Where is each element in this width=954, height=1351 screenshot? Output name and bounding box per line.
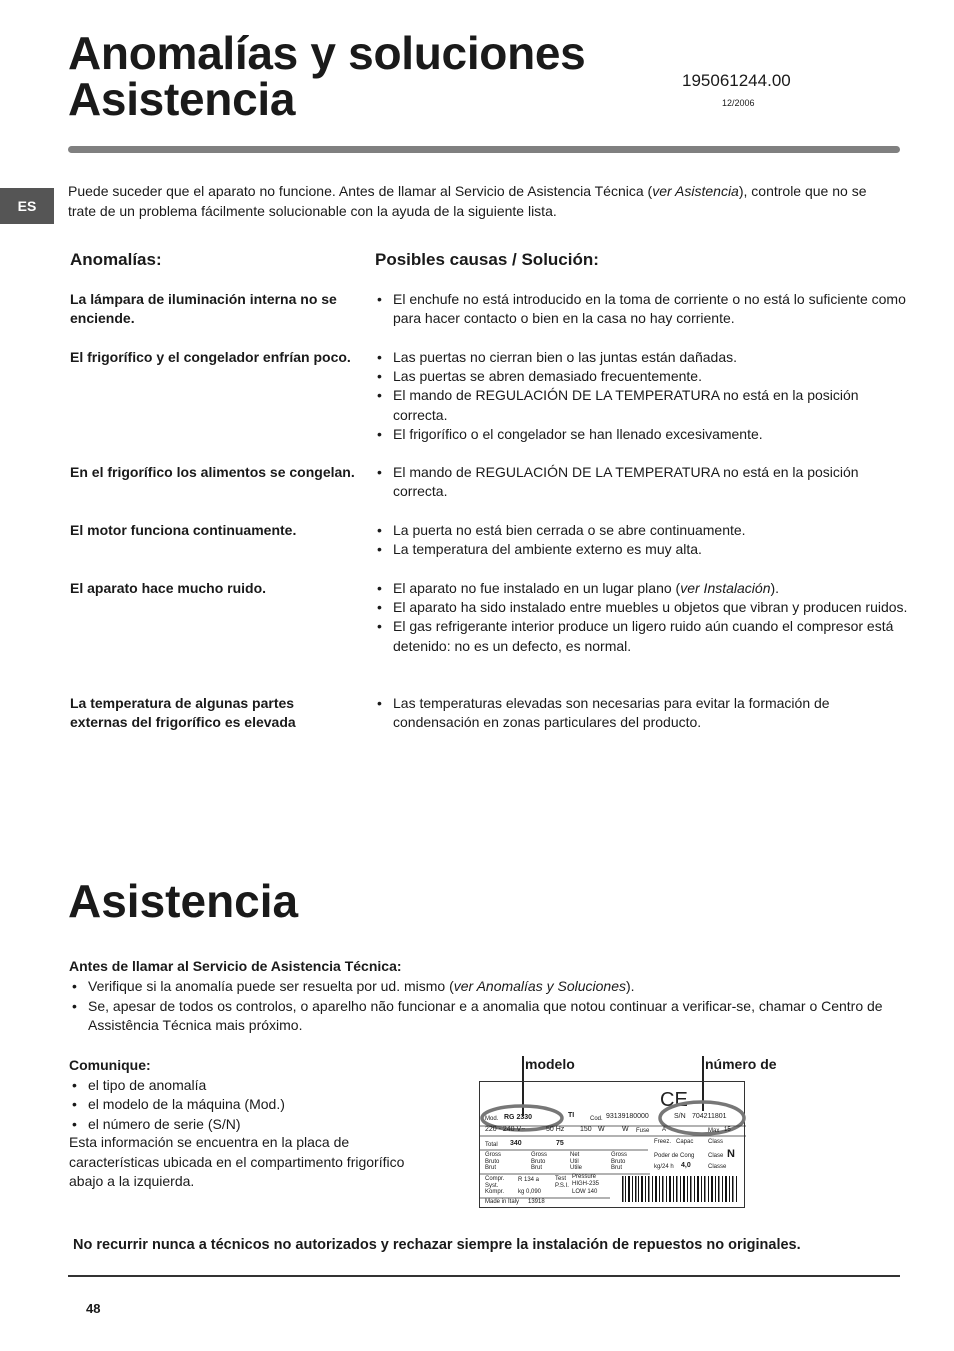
plate-classe: Classe [708,1164,727,1170]
communicate-heading: Comunique: [69,1057,151,1073]
plate-net: Net Util Utile [570,1152,583,1171]
solutions-heading: Posibles causas / Solución: [375,250,599,269]
plate-model-value: RG 2330 [504,1114,533,1121]
plate-made-code: 13918 [528,1199,545,1205]
plate-class: Class [708,1139,724,1145]
problem-text: El frigorífico y el congelador enfrían poco. [70,349,351,365]
table-row [70,579,910,694]
problem-text: El motor funciona continuamente. [70,522,297,538]
before-calling-heading: Antes de llamar al Servicio de Asistencia Técnica: [69,958,402,974]
plate-mod-label: Mod. [485,1116,499,1122]
plate-gross-3: Gross Bruto Brut [611,1152,628,1171]
solution-item: • El gas refrigerante interior produce un ligero ruido aún cuando el compresor está detenido: no es un defecto, es normal. [375,617,910,655]
plate-freez: Freez. [654,1139,672,1145]
plate-fuse: Fuse [636,1128,650,1134]
plate-pressure: Pressure HIGH-235 [572,1174,600,1187]
anomalies-heading: Anomalías: [70,250,162,269]
solution-item: • El aparato ha sido instalado entre muebles u objetos que vibran y producen ruidos. [375,598,910,617]
solution-item: • El mando de REGULACIÓN DE LA TEMPERATURA no está en la posición correcta. [375,386,910,424]
plate-compr: Compr. Syst. Kompr. [485,1176,505,1195]
plate-voltage: 220 - 240 V~ [485,1126,526,1133]
solution-item: • La temperatura del ambiente externo es muy alta. [375,540,910,559]
problem-text: La lámpara de iluminación interna no se enciende. [70,291,337,327]
solution-item: • El mando de REGULACIÓN DE LA TEMPERATURA no está en la posición correcta. [375,463,910,501]
plate-location-note: Esta información se encuentra en la placa de características ubicada en el compartimento frigorífico abajo a la izquierda. [69,1134,405,1189]
table-row [70,348,910,463]
intro-italic: ver Asistencia [652,183,739,199]
plate-test: Test P.S.I. [555,1176,569,1189]
solution-item: • El frigorífico o el congelador se han llenado excesivamente. [375,425,910,444]
solution-item: • Las puertas no cierran bien o las juntas están dañadas. [375,348,910,367]
solution-item: • El aparato no fue instalado en un lugar plano (ver Instalación). [375,579,910,598]
plate-ti: TI [568,1112,575,1119]
problem-text: La temperatura de algunas partes externas del frigorífico es elevada [70,695,296,731]
plate-hz: 50 Hz [546,1126,565,1133]
plate-gross-2: Gross Bruto Brut [531,1152,548,1171]
solution-item: • El enchufe no está introducido en la toma de corriente o no está lo suficiente como para hacer contacto o bien en la casa no hay corriente. [375,290,910,328]
plate-gross-1: Gross Bruto Brut [485,1152,502,1171]
intro-paragraph [68,181,868,221]
assistance-title: Asistencia [68,875,299,927]
ce-mark-text: CE [660,1089,688,1111]
before-calling-list [70,977,890,1036]
plate-kg24: kg/24 h [654,1164,674,1170]
plate-clase: Clase [708,1153,724,1159]
document-date: 12/2006 [722,98,755,108]
page-title [68,27,586,125]
title-line-1: Anomalías y soluciones [68,27,586,79]
table-row [70,694,910,752]
plate-cod-value: 93139180000 [606,1113,649,1120]
troubleshooting-table [70,290,910,752]
plate-low: LOW 140 [572,1189,598,1195]
plate-total-value: 340 [510,1140,522,1147]
plate-75: 75 [556,1140,564,1147]
document-code: 195061244.00 [682,71,791,90]
list-item: • el modelo de la máquina (Mod.) [70,1095,430,1114]
header-divider [68,146,900,153]
communicate-list [70,1076,430,1134]
plate-kg: kg 0,090 [518,1189,542,1195]
barcode-icon [620,1176,740,1202]
intro-text-1: Puede suceder que el aparato no funcione. Antes de llamar al Servicio de Asistencia Técnica ( [68,183,653,199]
rating-plate [479,1081,745,1208]
model-label: modelo [525,1056,575,1072]
solution-item: • La puerta no está bien cerrada o se abre continuamente. [375,521,910,540]
plate-cod-label: Cod. [590,1116,603,1122]
serial-label: número de [705,1056,777,1072]
plate-capac: Capac [676,1139,694,1145]
plate-total: Total [485,1142,498,1148]
plate-made-in: Made in Italy [485,1199,520,1205]
list-item: • Verifique si la anomalía puede ser resuelta por ud. mismo (ver Anomalías y Soluciones). [70,977,890,997]
problem-text: El aparato hace mucho ruido. [70,580,267,596]
list-item: • Se, apesar de todos os controlos, o aparelho não funcionar e a anomalia que notou continuar a verificar-se, chamar o Centro de Assistência Técnica mais próximo. [70,997,890,1036]
solution-item: • Las puertas se abren demasiado frecuentemente. [375,367,910,386]
plate-kg24-value: 4,0 [681,1162,691,1169]
plate-max-value: 15 [724,1127,731,1133]
problem-text: En el frigorífico los alimentos se congelan. [70,464,355,480]
table-row [70,463,910,521]
plate-refrigerant: R 134 a [518,1177,540,1183]
plate-poder: Poder de Cong [654,1153,695,1159]
plate-sn-label: S/N [674,1113,686,1120]
language-tab: ES [0,188,54,224]
table-row [70,290,910,348]
solution-item: • Las temperaturas elevadas son necesarias para evitar la formación de condensación en zonas particulares del producto. [375,694,910,732]
list-item: • el número de serie (S/N) [70,1115,430,1134]
page-number: 48 [86,1301,101,1316]
footer-divider [68,1275,900,1277]
intro-text-2: ), controle que no se trate de un problema fácilmente solucionable con la ayuda de la siguiente lista. [68,183,867,219]
plate-clase-value: N [727,1148,735,1160]
table-row [70,521,910,579]
plate-w1: W [598,1126,605,1133]
plate-watts: 150 [580,1126,592,1133]
title-line-2: Asistencia [68,73,296,125]
list-item: • el tipo de anomalía [70,1076,430,1095]
plate-serial-value: 704211801 [692,1113,727,1120]
plate-w2: W [622,1126,629,1133]
plate-max: Max [708,1128,720,1134]
warning-note: No recurrir nunca a técnicos no autorizados y rechazar siempre la instalación de repuestos no originales. [73,1237,801,1253]
plate-amp: A [662,1127,667,1133]
